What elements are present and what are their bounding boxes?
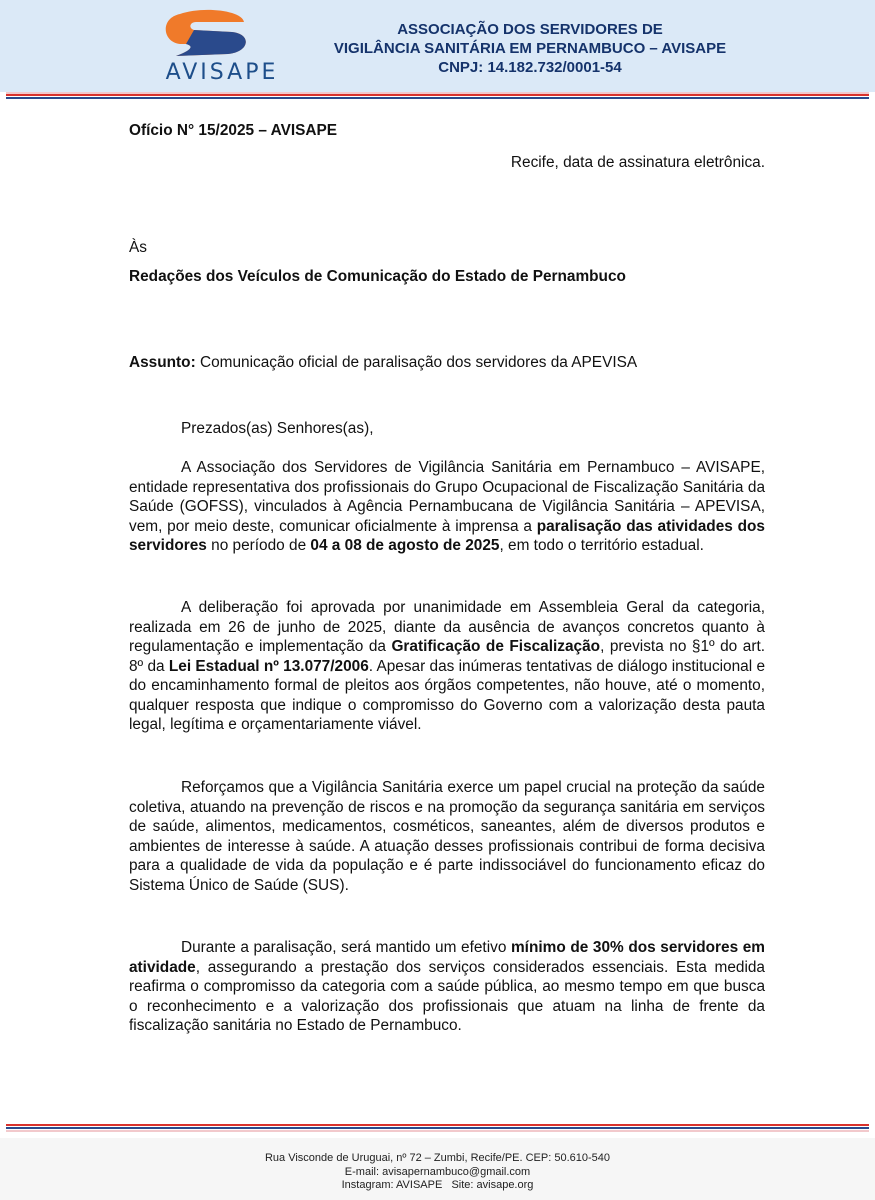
- footer: [0, 1152, 875, 1193]
- p2-bold-1: Gratificação de Fiscalização: [391, 638, 601, 655]
- recipient-name: Redações dos Veículos de Comunicação do Estado de Pernambuco: [129, 268, 626, 285]
- subject-text: Comunicação oficial de paralisação dos servidores da APEVISA: [195, 354, 638, 371]
- org-name-line2: VIGILÂNCIA SANITÁRIA EM PERNAMBUCO – AVISAPE: [333, 40, 727, 57]
- p1-bold-2: 04 a 08 de agosto de 2025: [310, 537, 500, 554]
- org-name-line1: ASSOCIAÇÃO DOS SERVIDORES DE: [397, 21, 663, 38]
- subject-label: Assunto:: [129, 354, 196, 371]
- letterhead: [0, 0, 875, 92]
- footer-address: Rua Visconde de Uruguai, nº 72 – Zumbi, Recife/PE. CEP: 50.610-540: [264, 1152, 610, 1164]
- footer-stripe-blue: [6, 1127, 869, 1129]
- p2-text-2: , prevista no §1º do art. 8º da: [129, 638, 765, 675]
- header-stripe-red: [6, 94, 869, 96]
- p1-text-2: no período de: [206, 537, 311, 554]
- footer-email: E-mail: avisapernambuco@gmail.com: [344, 1165, 531, 1178]
- p1-text-3: , em todo o território estadual.: [499, 537, 704, 554]
- p2-text-1: A deliberação foi aprovada por unanimidade em Assembleia Geral da categoria, realizada em 26 de junho de 2025, diante da ausência de avanços concretos quanto à regulamentação e implementação da: [129, 599, 765, 655]
- paragraph-1: [129, 458, 765, 556]
- org-cnpj: CNPJ: 14.182.732/0001-54: [438, 59, 622, 76]
- footer-stripe-pink: [6, 1130, 869, 1132]
- greeting: Prezados(as) Senhores(as),: [181, 420, 374, 437]
- paragraph-4: [129, 938, 765, 1036]
- p2-text-3: . Apesar das inúmeras tentativas de diálogo institucional e do encaminhamento formal de pleitos aos órgãos competentes, não houve, até o momento, qualquer resposta que indique o compromisso do Governo com a valorização desta pauta legal, legítima e orçamentariamente viável.: [129, 657, 766, 733]
- footer-social: Instagram: AVISAPE Site: avisape.org: [341, 1179, 534, 1191]
- p1-bold-1: paralisação das atividades dos servidores: [129, 517, 765, 554]
- letter-number: Ofício N° 15/2025 – AVISAPE: [129, 122, 338, 139]
- p2-bold-2: Lei Estadual nº 13.077/2006: [168, 657, 369, 675]
- letter-place-date: Recife, data de assinatura eletrônica.: [510, 154, 765, 171]
- p4-bold-1: mínimo de 30% dos servidores em atividade: [129, 939, 765, 976]
- paragraph-2: [129, 598, 765, 735]
- org-heading: [300, 20, 760, 77]
- subject-line: [129, 353, 765, 373]
- paragraph-3: Reforçamos que a Vigilância Sanitária exerce um papel crucial na proteção da saúde coletiva, atuando na prevenção de riscos e na promoção da segurança sanitária em serviços de saúde, alimentos, medicamentos, cosméticos, saneantes, além de diversos produtos e ambientes de interesse à saúde. A atuação desses profissionais contribui de forma decisiva para a qualidade de vida da população e é parte indissociável do funcionamento eficaz do Sistema Único de Saúde (SUS).: [129, 779, 765, 894]
- logo-swoosh-icon: [132, 8, 312, 64]
- p4-text-2: , assegurando a prestação dos serviços considerados essenciais. Esta medida reafirma o compromisso da categoria com a saúde pública, ao mesmo tempo em que busca o reconhecimento e a valorização dos profissionais que atuam na linha de frente da fiscalização sanitária no Estado de Pernambuco.: [129, 958, 765, 1034]
- header-stripe-blue: [6, 97, 869, 99]
- avisape-logo: [132, 8, 312, 88]
- p1-text-1: A Associação dos Servidores de Vigilância Sanitária em Pernambuco – AVISAPE, entidade representativa dos profissionais do Grupo Ocupacional de Fiscalização Sanitária da Saúde (GOFSS), vinculados à Agência Pernambucana de Vigilância Sanitária – APEVISA, vem, por meio deste, comunicar oficialmente à imprensa a: [129, 459, 765, 535]
- logo-text: AVISAPE: [165, 60, 279, 85]
- recipient-prefix: Às: [129, 239, 147, 256]
- p4-text-1: Durante a paralisação, será mantido um efetivo: [181, 939, 511, 956]
- footer-stripe-red: [6, 1124, 869, 1126]
